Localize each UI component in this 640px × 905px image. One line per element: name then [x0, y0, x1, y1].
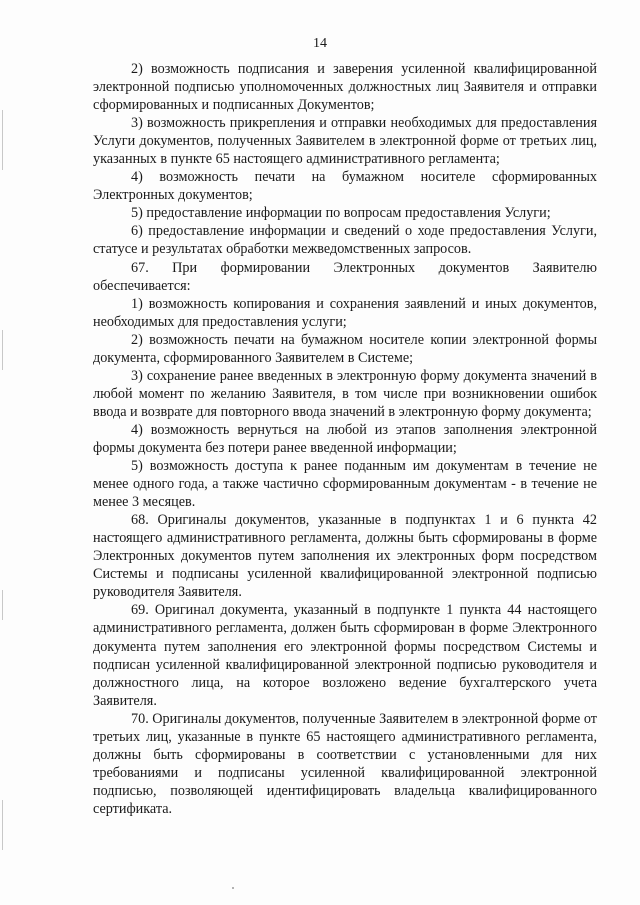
scan-margin-mark [2, 110, 3, 170]
paragraph: 69. Оригинал документа, указанный в подпункте 1 пункта 44 настоящего административного регламента, должен быть сформирован в форме Электронного документа путем заполнения его электронной формы посредством Системы и подписан усиленной квалифицированной электронной подписью руководителя и должностного лица, на которое возложено ведение бухгалтерского учета Заявителя. [93, 602, 597, 709]
document-body [93, 60, 597, 818]
paragraph: 2) возможность подписания и заверения усиленной квалифицированной электронной подписью уполномоченных должностных лиц Заявителя и отправки сформированных и подписанных Документов; [93, 61, 597, 114]
paragraph: 2) возможность печати на бумажном носителе копии электронной формы документа, сформированного Заявителем в Системе; [93, 331, 597, 366]
paragraph: 3) сохранение ранее введенных в электронную форму документа значений в любой момент по желанию Заявителя, в том числе при возникновении ошибок ввода и возврате для повторного ввода значений в электронную форму документа; [93, 367, 597, 420]
paragraph: 5) возможность доступа к ранее поданным им документам в течение не менее одного года, а также частично сформированным документам - в течение не менее 3 месяцев. [93, 458, 597, 511]
paragraph: 5) предоставление информации по вопросам предоставления Услуги; [131, 205, 551, 222]
scan-margin-mark [2, 800, 3, 850]
paragraph: 4) возможность печати на бумажном носителе сформированных Электронных документов; [93, 169, 597, 204]
scan-speck [232, 887, 234, 889]
paragraph: 70. Оригиналы документов, полученные Заявителем в электронной форме от третьих лиц, указанные в пункте 65 настоящего административного регламента, должны быть сформированы в соответствии с установленными для них требованиями и подписаны усиленной квалифицированной электронной подписью, позволяющей идентифицировать владельца квалифицированного сертификата. [93, 710, 597, 817]
paragraph: 3) возможность прикрепления и отправки необходимых для предоставления Услуги документов, полученных Заявителем в электронной форме от третьих лиц, указанных в пункте 65 настоящего административного регламента; [93, 115, 597, 168]
paragraph: 6) предоставление информации и сведений о ходе предоставления Услуги, статусе и результатах обработки межведомственных запросов. [93, 223, 597, 258]
paragraph: 1) возможность копирования и сохранения заявлений и иных документов, необходимых для предоставления услуги; [93, 295, 597, 330]
page-number: 14 [313, 36, 327, 51]
paragraph: 68. Оригиналы документов, указанные в подпунктах 1 и 6 пункта 42 настоящего административного регламента, должны быть сформированы в форме Электронных документов путем заполнения их электронных форм посредством Системы и подписаны усиленной квалифицированной электронной подписью руководителя Заявителя. [93, 512, 597, 601]
paragraph: 4) возможность вернуться на любой из этапов заполнения электронной формы документа без потери ранее введенной информации; [93, 421, 597, 456]
scan-margin-mark [2, 330, 3, 370]
scan-margin-mark [2, 590, 3, 620]
paragraph: 67. При формировании Электронных документов Заявителю обеспечивается: [93, 259, 597, 294]
